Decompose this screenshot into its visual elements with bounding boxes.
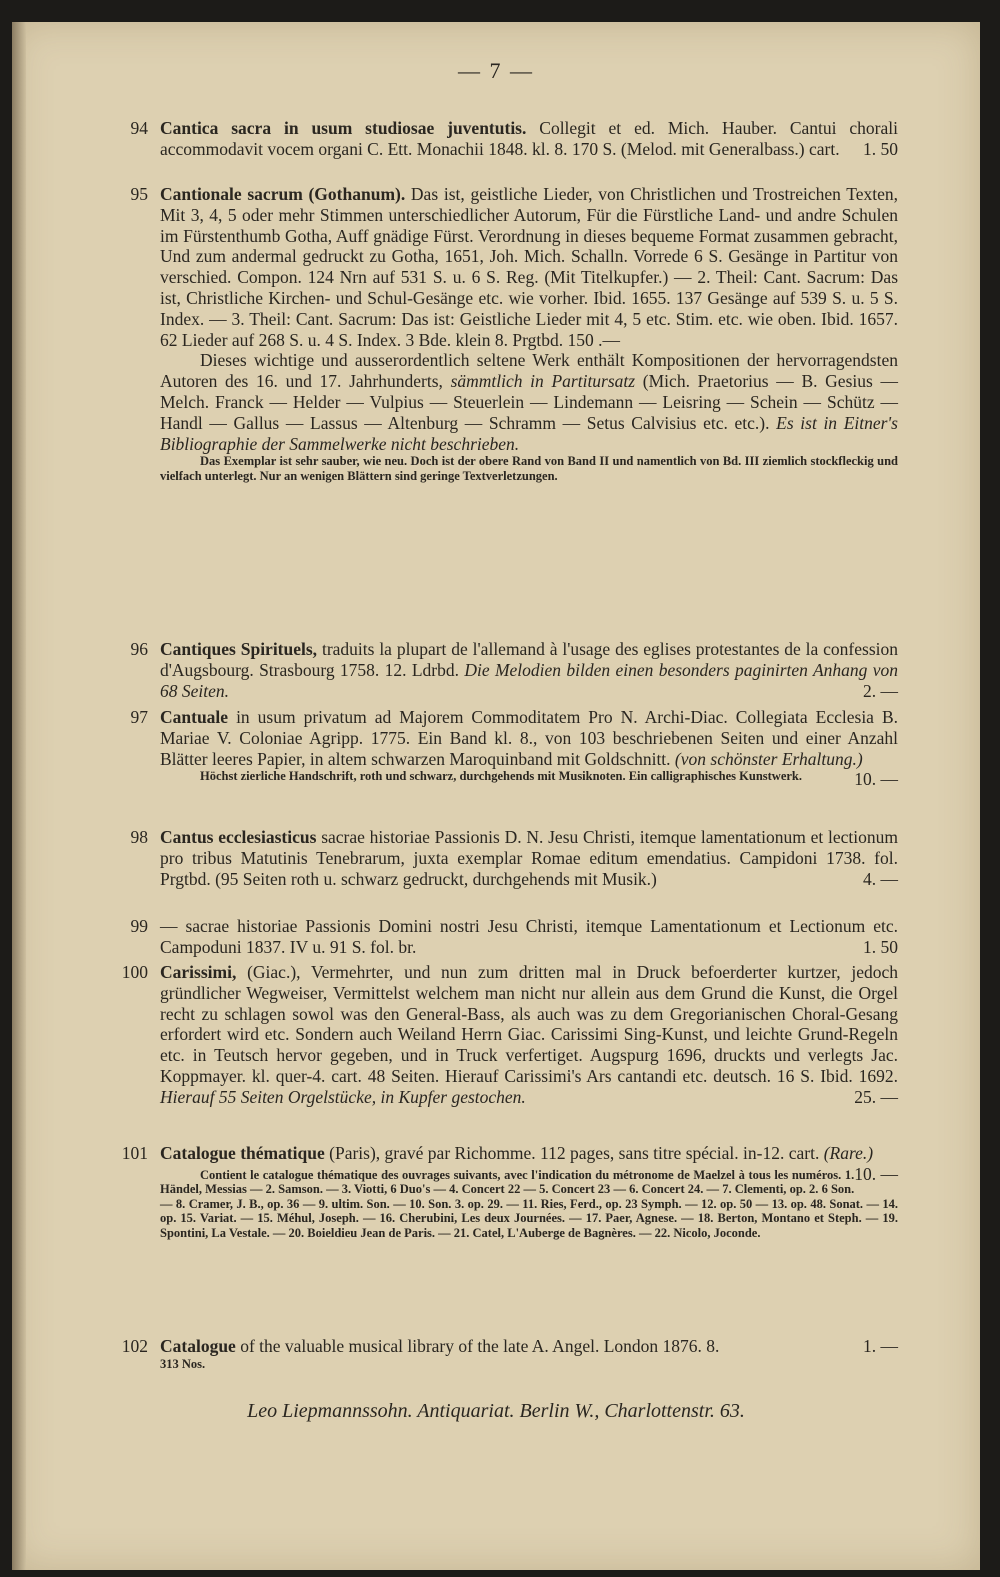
- catalogue-page: [12, 22, 980, 1570]
- entry-number: 101: [121, 1143, 148, 1163]
- entry-title: Catalogue: [160, 1336, 236, 1356]
- entry-text: [160, 707, 898, 790]
- entry-note: Contient le catalogue thématique des ouvrages suivants, avec l'indication du métronome de Maelzel à tous les numéros. 1. Händel, Messias — 2. Samson. — 3. Viotti, 6 Duo's — 4. Concert 22 — 5. Concert 23 — 6. Concert 24. — 7. Clementi, op. 2. 6 Son. — 8. Cramer, J. B., op. 36 — 9. ultim. Son. — 10. Son. 3. op. 29. — 11. Ries, Ferd., op. 23 Symph. — 12. op. 50 — 13. op. 48. Sonat. — 14. op. 15. Variat. — 15. Méhul, Joseph. — 16. Cherubini, Les deux Journées. — 17. Paer, Agnese. — 18. Berton, Montano et Steph. — 19. Spontini, La Vestale. — 20. Boieldieu Jean de Paris. — 21. Catel, L'Auberge de Bagnères. — 22. Nicolo, Joconde.: [160, 1167, 898, 1240]
- entry-italic-note: Die Melodien bilden einen besonders paginirten Anhang von 68 Seiten.: [160, 659, 899, 701]
- entry-title: —: [160, 916, 178, 936]
- entry-price: 10. —: [854, 1163, 898, 1184]
- commentary-composers: (Mich. Praetorius — B. Gesius — Melch. Franck — Helder — Vulpius — Steuerlein — Lindemann — Leisring — Schein — Schütz — Handl — Gallus — Lassus — Altenburg — Schramm — Setus Calvisius etc. etc.).: [160, 371, 898, 433]
- entry-note: 313 Nos.: [160, 1356, 206, 1371]
- catalogue-entry: [98, 1143, 898, 1240]
- entry-title: Cantuale: [160, 707, 229, 727]
- commentary-italic: sämmtlich in Partitursatz: [450, 371, 636, 392]
- entry-price: 1. —: [863, 1336, 898, 1356]
- entry-number: 96: [130, 639, 148, 659]
- entry-title: Cantica sacra in usum studiosae juventutis.: [160, 118, 527, 138]
- entry-description: (Giac.), Vermehrter, und nun zum dritten mal in Druck befoerderter kurtzer, jedoch gründlicher Wegweiser, Vermittelst welchem man nicht nur allein aus dem Grund die Kunst, die Orgel recht zu schlagen sowol was den General-Bass, als auch was zu dem Gregorianischen Choral-Gesang erfordert wird etc. Sondern auch Weiland Herrn Giac. Carissimi Sing-Kunst, und leichte Grund-Regeln etc. in Teutsch hervor gegeben, und in Truck verfertiget. Augspurg 1696, druckts und verlegts Jac. Koppmayer. kl. quer-4. cart. 48 Seiten. Hierauf Carissimi's Ars cantandi etc. deutsch. 16 S. Ibid. 1692.: [160, 962, 898, 1086]
- commentary-text: Dieses wichtige und ausserordentlich seltene Werk enthält Kompositionen der hervorragendsten Autoren des 16. und 17. Jahrhunderts,: [160, 350, 898, 392]
- entry-number: 94: [130, 118, 148, 138]
- catalogue-entry: [98, 1336, 898, 1371]
- entry-note: Das Exemplar ist sehr sauber, wie neu. Doch ist der obere Rand von Band II und namentlich von Bd. III ziemlich stockfleckig und vielfach unterlegt. Nur an wenigen Blättern sind geringe Textverletzungen.: [160, 454, 898, 483]
- catalogue-entry: [98, 827, 898, 889]
- page-number: — 7 —: [458, 58, 534, 83]
- entry-note: Höchst zierliche Handschrift, roth und schwarz, durchgehends mit Musiknoten. Ein calligraphisches Kunstwerk.: [200, 769, 803, 784]
- entry-number: 98: [130, 827, 148, 847]
- entry-description: Collegit et ed. Mich. Hauber. Cantui chorali accommodavit vocem organi C. Ett. Monachii 1848. kl. 8. 170 S. (Melod. mit Generalbass.) cart.: [160, 118, 898, 159]
- book-spine-shadow: [12, 22, 26, 1570]
- entry-description: in usum privatum ad Majorem Commoditatem Pro N. Archi-Diac. Collegiata Ecclesia B. Mariae V. Coloniae Agripp. 1775. Ein Band kl. 8., von 103 beschriebenen Seiten und einer Anzahl Blätter leeres Papier, in altem schwarzen Maroquinband mit Goldschnitt.: [160, 707, 898, 769]
- commentary-bibliography: Es ist in Eitner's Bibliographie der Sammelwerke nicht beschrieben.: [160, 412, 898, 454]
- entry-number: 99: [130, 916, 148, 936]
- entry-price: 25. —: [854, 1086, 898, 1107]
- entry-text: [160, 1143, 898, 1240]
- entry-text: [160, 1336, 898, 1371]
- entry-title: Cantiques Spirituels,: [160, 639, 318, 659]
- entry-commentary: [160, 350, 898, 454]
- entry-italic-note: (von schönster Erhaltung.): [674, 748, 863, 769]
- catalogue-entry: [98, 118, 898, 160]
- entry-text: [160, 962, 898, 1108]
- entry-number: 102: [121, 1336, 148, 1356]
- catalogue-entry: [98, 916, 898, 958]
- entry-text: [160, 118, 898, 160]
- entry-price: 1. 50: [863, 138, 898, 159]
- entry-description: of the valuable musical library of the late A. Angel. London 1876. 8.: [240, 1336, 720, 1356]
- entry-description: traduits la plupart de l'allemand à l'usage des eglises protestantes de la confession d'Augsbourg. Strasbourg 1758. 12. Ldrbd.: [160, 639, 899, 680]
- entry-number: 97: [130, 707, 148, 727]
- entry-text: [160, 827, 898, 889]
- catalogue-entry: [98, 962, 898, 1108]
- entry-italic-note: (Rare.): [823, 1143, 874, 1163]
- entry-price: 4. —: [863, 868, 898, 889]
- entry-title: Cantionale sacrum (Gothanum).: [160, 184, 406, 204]
- entry-text: [160, 184, 898, 483]
- entry-price: 10. —: [854, 769, 898, 790]
- entry-text: [160, 916, 898, 958]
- entry-price: 2. —: [863, 680, 898, 701]
- catalogue-entry: [98, 707, 898, 790]
- catalogue-entry: [98, 184, 898, 483]
- entry-title: Carissimi,: [160, 962, 237, 982]
- entry-text: [160, 639, 898, 701]
- catalogue-entry: [98, 639, 898, 701]
- entry-title: Cantus ecclesiasticus: [160, 827, 317, 847]
- entry-number: 95: [130, 184, 148, 204]
- entry-number: 100: [121, 962, 148, 982]
- entry-price: 1. 50: [863, 936, 898, 957]
- entry-italic-note: Hierauf 55 Seiten Orgelstücke, in Kupfer gestochen.: [160, 1086, 526, 1107]
- entry-title: Catalogue thématique: [160, 1143, 325, 1163]
- publisher-footer: Leo Liepmannssohn. Antiquariat. Berlin W., Charlottenstr. 63.: [247, 1400, 745, 1422]
- entry-description: (Paris), gravé par Richomme. 112 pages, sans titre spécial. in-12. cart.: [329, 1143, 820, 1163]
- entry-description: Das ist, geistliche Lieder, von Christlichen und Trostreichen Texten, Mit 3, 4, 5 oder mehr Stimmen unterschiedlicher Autorum, Für die Fürstliche Land- und andre Schulen im Fürstenthumb Gotha, Auff gnädige Fürst. Verordnung in dieses bequeme Format zusammen gebracht, Und zum andermal gedruckt zu Gotha, 1651, Joh. Mich. Schalln. Vorrede 6 S. Gesänge in Partitur von verschied. Compon. 124 Nrn auf 531 S. u. 6 S. Reg. (Mit Titelkupfer.) — 2. Theil: Cant. Sacrum: Das ist, Christliche Kirchen- und Schul-Gesänge etc. wie vorher. Ibid. 1655. 137 Gesänge auf 539 S. u. 5 S. Index. — 3. Theil: Cant. Sacrum: Das ist: Geistliche Lieder mit 4, 5 etc. Stim. etc. wie oben. Ibid. 1657. 62 Lieder auf 268 S. u. 4 S. Index. 3 Bde. klein 8. Prgtbd. 150 .—: [160, 184, 898, 350]
- entry-description: sacrae historiae Passionis D. N. Jesu Christi, itemque lamentationum et lectionum pro tribus Matutinis Tenebrarum, juxta exemplar Romae editum emendatius. Campidoni 1738. fol. Prgtbd. (95 Seiten roth u. schwarz gedruckt, durchgehends mit Musik.): [160, 827, 899, 889]
- entry-description: sacrae historiae Passionis Domini nostri Jesu Christi, itemque Lamentationum et Lectionum etc. Campoduni 1837. IV u. 91 S. fol. br.: [160, 916, 898, 957]
